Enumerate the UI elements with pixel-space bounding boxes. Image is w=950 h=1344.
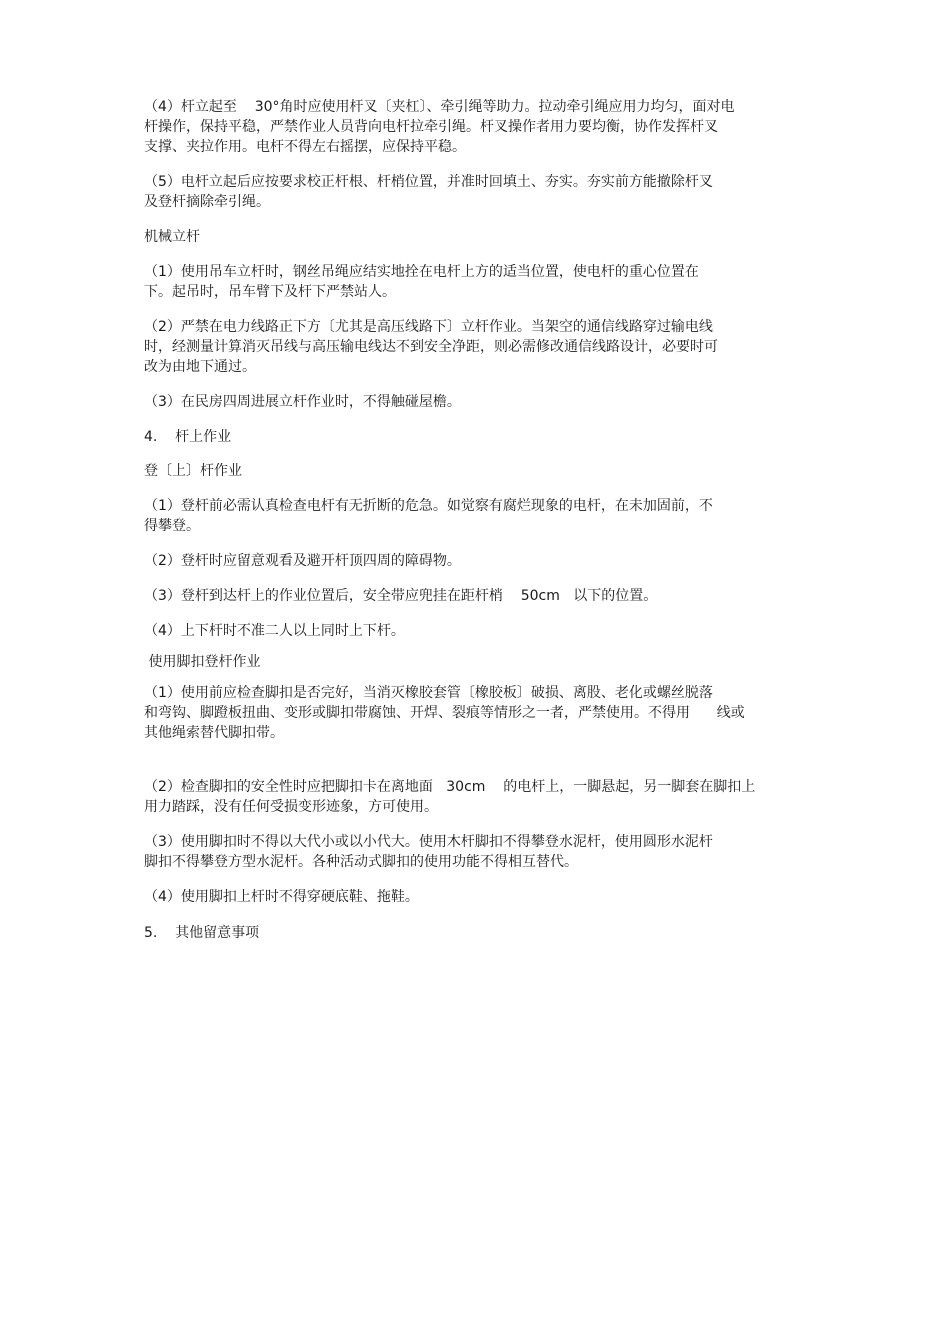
- text-line: （2）严禁在电力线路正下方〔尤其是高压线路下〕立杆作业。当架空的通信线路穿过输电线: [144, 319, 713, 335]
- text-line: 支撑、夹拉作用。电杆不得左右摇摆，应保持平稳。: [144, 139, 466, 155]
- section-heading: 4. 杆上作业: [144, 429, 232, 445]
- text-line: 下。起吊时，吊车臂下及杆下严禁站人。: [144, 284, 396, 300]
- text-line: （3）登杆到达杆上的作业位置后，安全带应兜挂在距杆梢 50cm 以下的位置。: [144, 588, 658, 604]
- text-line: 杆操作，保持平稳，严禁作业人员背向电杆拉牵引绳。杆叉操作者用力要均衡，协作发挥杆叉: [144, 119, 718, 135]
- section-heading: 登〔上〕杆作业: [144, 463, 242, 479]
- text-line: 脚扣不得攀登方型水泥杆。各种活动式脚扣的使用功能不得相互替代。: [144, 854, 578, 870]
- text-line: （3）在民房四周进展立杆作业时，不得触碰屋檐。: [144, 394, 461, 410]
- text-line: （3）使用脚扣时不得以大代小或以小代大。使用木杆脚扣不得攀登水泥杆，使用圆形水泥杆: [144, 834, 713, 850]
- text-line: 改为由地下通过。: [144, 359, 256, 375]
- text-line: 和弯钩、脚蹬板扭曲、变形或脚扣带腐蚀、开焊、裂痕等情形之一者，严禁使用。不得用 线或: [144, 705, 745, 721]
- text-line: （5）电杆立起后应按要求校正杆根、杆梢位置，并准时回填土、夯实。夯实前方能撤除杆叉: [144, 174, 713, 190]
- text-line: 其他绳索替代脚扣带。: [144, 725, 284, 741]
- text-line: （1）登杆前必需认真检查电杆有无折断的危急。如觉察有腐烂现象的电杆，在未加固前，不: [144, 498, 713, 514]
- section-heading: 使用脚扣登杆作业: [144, 654, 261, 670]
- text-line: 时，经测量计算消灭吊线与高压输电线达不到安全净距，则必需修改通信线路设计，必要时可: [144, 339, 718, 355]
- text-line: （1）使用吊车立杆时，钢丝吊绳应结实地拴在电杆上方的适当位置，使电杆的重心位置在: [144, 264, 699, 280]
- text-line: 用力踏踩，没有任何受损变形迹象，方可使用。: [144, 799, 438, 815]
- text-line: （2）检查脚扣的安全性时应把脚扣卡在离地面 30cm 的电杆上，一脚悬起，另一脚套在脚扣上: [144, 779, 756, 795]
- text-line: （4）杆立起至 30°角时应使用杆叉〔夹杠〕、牵引绳等助力。拉动牵引绳应用力均匀，面对电: [144, 99, 735, 115]
- text-line: 得攀登。: [144, 518, 200, 534]
- section-heading: 机械立杆: [144, 229, 200, 245]
- text-line: （2）登杆时应留意观看及避开杆顶四周的障碍物。: [144, 553, 461, 569]
- text-line: （4）上下杆时不准二人以上同时上下杆。: [144, 623, 405, 639]
- text-line: （4）使用脚扣上杆时不得穿硬底鞋、拖鞋。: [144, 889, 419, 905]
- text-line: 及登杆摘除牵引绳。: [144, 194, 270, 210]
- section-heading: 5. 其他留意事项: [144, 925, 260, 941]
- text-line: （1）使用前应检查脚扣是否完好，当消灭橡胶套管〔橡胶板〕破损、离股、老化或螺丝脱落: [144, 685, 713, 701]
